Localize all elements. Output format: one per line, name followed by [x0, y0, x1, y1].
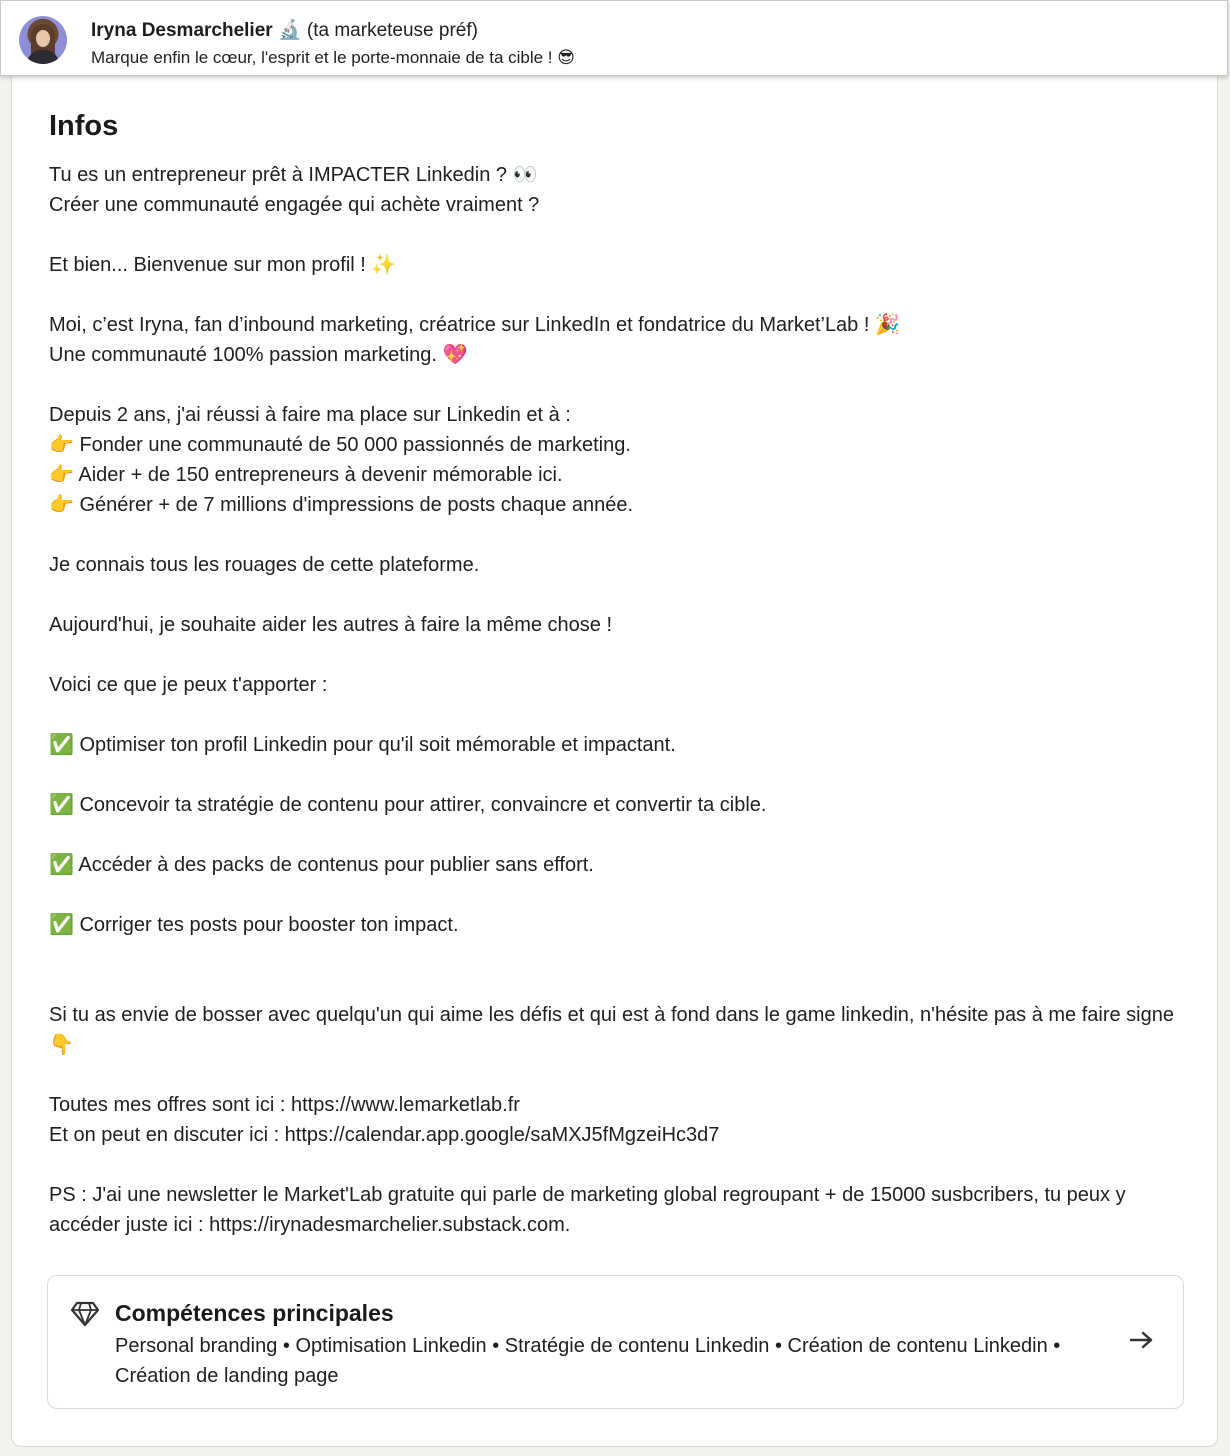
about-text: Tu es un entrepreneur prêt à IMPACTER Linkedin ? 👀 Créer une communauté engagée qui achète vraiment ? Et bien... Bienvenue sur mon profil ! ✨ Moi, c’est Iryna, fan d’inbound marketing, créatrice sur LinkedIn et fondatrice du Market’Lab ! 🎉 Une communauté 100% passion marketing. 💖 Depuis 2 ans, j'ai réussi à faire ma place sur Linkedin et à : 👉 Fonder une communauté de 50 000 passionnés de marketing. 👉 Aider + de 150 entrepreneurs à devenir mémorable ici. 👉 Générer + de 7 millions d'impressions de posts chaque année. Je connais tous les rouages de cette plateforme. Aujourd'hui, je souhaite aider les autres à faire la même chose ! Voici ce que je peux t'apporter : ✅ Optimiser ton profil Linkedin pour qu'il soit mémorable et impactant. ✅ Concevoir ta stratégie de contenu pour attirer, convaincre et convertir ta cible. ✅ Accéder à des packs de contenus pour publier sans effort. ✅ Corriger tes posts pour booster ton impact. Si tu as envie de bosser avec quelqu'un qui aime les défis et qui est à fond dans le game linkedin, n'hésite pas à me faire signe 👇 Toutes mes offres sont ici : https://www.lemarketlab.fr Et on peut en discuter ici : https://calendar.app.google/saMXJ5fMgzeiHc3d7 PS : J'ai une newsletter le Market'Lab gratuite qui parle de marketing global regroupant + de 15000 susbcribers, tu peux y accéder juste ici : https://irynadesmarchelier.substack.com.	[49, 164, 1174, 1236]
avatar-face	[36, 30, 50, 47]
skills-title: Compétences principales	[115, 1300, 394, 1326]
sticky-profile-header	[0, 0, 1228, 76]
microscope-emoji: 🔬	[277, 20, 302, 41]
arrow-right-icon[interactable]	[1129, 1330, 1155, 1350]
about-card	[11, 76, 1218, 1447]
profile-name[interactable]: Iryna Desmarchelier	[91, 20, 273, 41]
diamond-icon	[70, 1300, 100, 1328]
skills-list: Personal branding • Optimisation Linkedin • Stratégie de contenu Linkedin • Création de contenu Linkedin • Création de landing page	[115, 1335, 1061, 1387]
top-skills-button[interactable]	[47, 1275, 1184, 1409]
profile-headline: Marque enfin le cœur, l'esprit et le porte-monnaie de ta cible ! 😎	[91, 48, 575, 67]
avatar[interactable]	[19, 16, 67, 64]
header-name-line	[91, 19, 478, 43]
section-title: Infos	[49, 110, 119, 142]
page-margin	[1218, 0, 1230, 1456]
profile-tagline: (ta marketeuse préf)	[306, 20, 478, 41]
